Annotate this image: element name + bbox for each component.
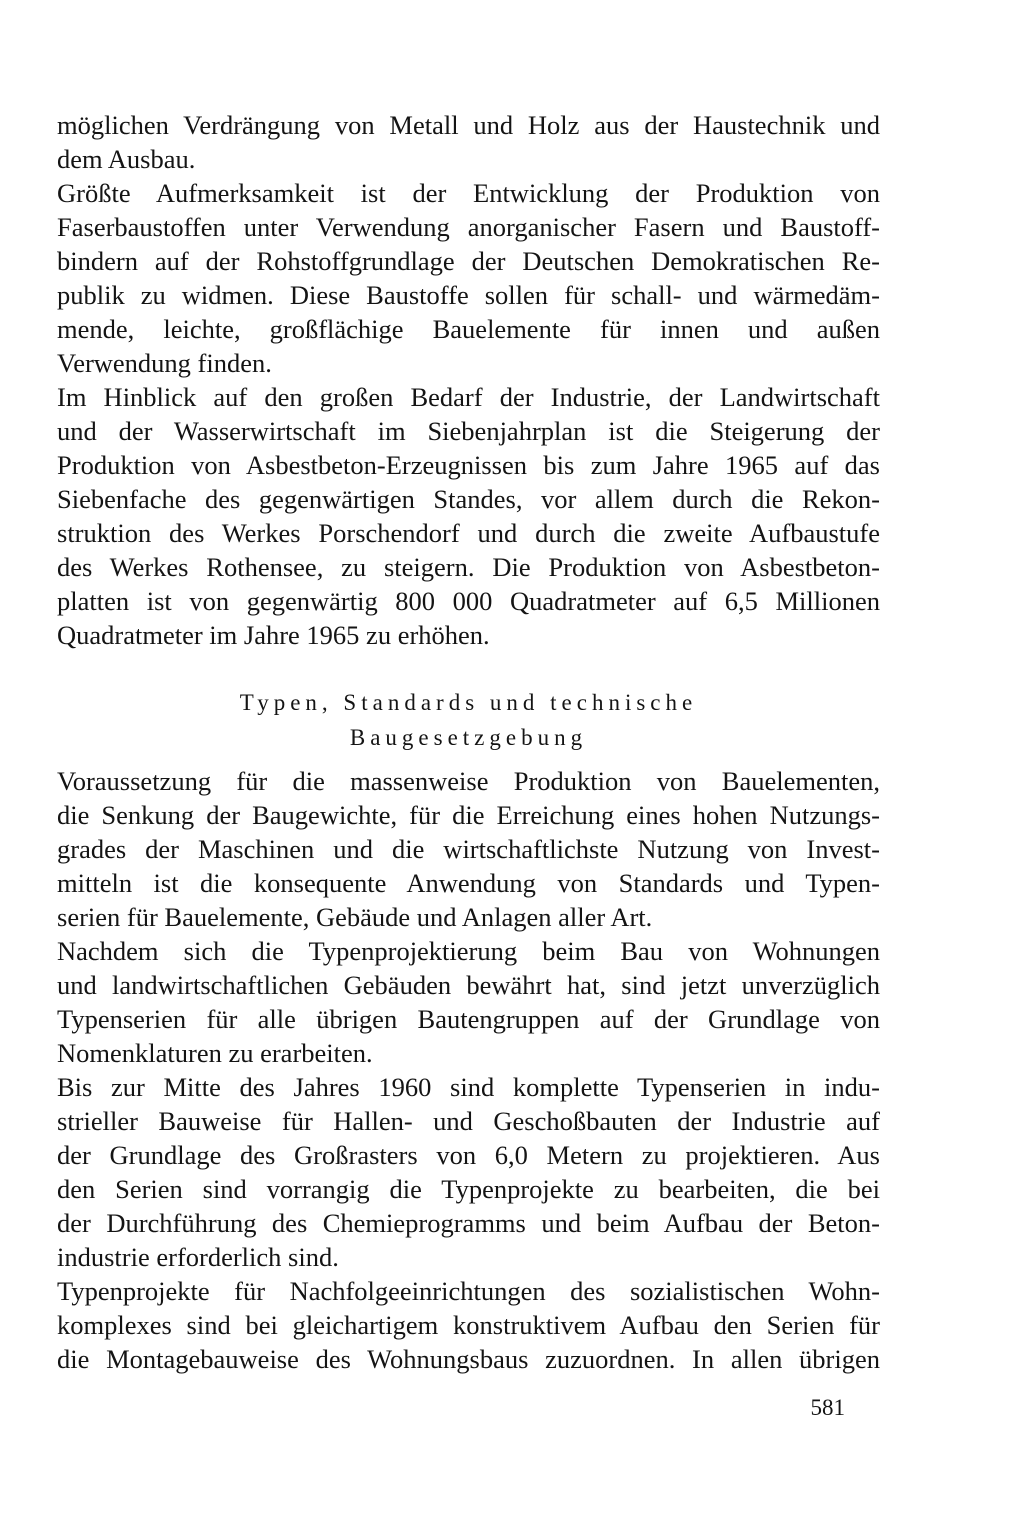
text-line: Siebenfache des gegenwärtigen Standes, vor allem durch die Rekon-	[57, 484, 880, 514]
text-line: und landwirtschaftlichen Gebäuden bewährt hat, sind jetzt unverzüglich	[57, 970, 880, 1000]
text-line: und der Wasserwirtschaft im Siebenjahrplan ist die Steigerung der	[57, 416, 880, 446]
text-line: der Grundlage des Großrasters von 6,0 Metern zu projektieren. Aus	[57, 1140, 880, 1170]
page-number: 581	[810, 1395, 845, 1420]
text-line: Nomenklaturen zu erarbeiten.	[57, 1038, 373, 1068]
text-line: publik zu widmen. Diese Baustoffe sollen für schall- und wärmedäm-	[57, 280, 880, 310]
text-line: industrie erforderlich sind.	[57, 1242, 339, 1272]
text-line: Quadratmeter im Jahre 1965 zu erhöhen.	[57, 620, 490, 650]
text-line: Größte Aufmerksamkeit ist der Entwicklung der Produktion von	[57, 178, 880, 208]
text-line: dem Ausbau.	[57, 144, 196, 174]
text-line: serien für Bauelemente, Gebäude und Anlagen aller Art.	[57, 902, 653, 932]
text-line: mende, leichte, großflächige Bauelemente für innen und außen	[57, 314, 880, 344]
section-heading-continued: Baugesetzgebung	[349, 725, 588, 750]
text-line: der Durchführung des Chemieprogramms und beim Aufbau der Beton-	[57, 1208, 880, 1238]
document-page	[57, 0, 880, 1536]
text-line: möglichen Verdrängung von Metall und Holz aus der Haustechnik und	[57, 110, 880, 140]
text-line: Produktion von Asbestbeton-Erzeugnissen bis zum Jahre 1965 auf das	[57, 450, 880, 480]
text-line: Bis zur Mitte des Jahres 1960 sind komplette Typenserien in indu-	[57, 1072, 880, 1102]
text-line: des Werkes Rothensee, zu steigern. Die Produktion von Asbestbeton-	[57, 552, 880, 582]
section-heading: Typen, Standards und technische	[239, 690, 698, 715]
text-line: die Montagebauweise des Wohnungsbaus zuzuordnen. In allen übrigen	[57, 1344, 880, 1374]
text-line: den Serien sind vorrangig die Typenprojekte zu bearbeiten, die bei	[57, 1174, 880, 1204]
text-line: Verwendung finden.	[57, 348, 272, 378]
text-line: die Senkung der Baugewichte, für die Erreichung eines hohen Nutzungs-	[57, 800, 880, 830]
text-line: mitteln ist die konsequente Anwendung von Standards und Typen-	[57, 868, 880, 898]
text-line: struktion des Werkes Porschendorf und durch die zweite Aufbaustufe	[57, 518, 880, 548]
text-line: Faserbaustoffen unter Verwendung anorganischer Fasern und Baustoff-	[57, 212, 880, 242]
text-line: komplexes sind bei gleichartigem konstruktivem Aufbau den Serien für	[57, 1310, 880, 1340]
text-line: grades der Maschinen und die wirtschaftlichste Nutzung von Invest-	[57, 834, 880, 864]
text-line: Im Hinblick auf den großen Bedarf der Industrie, der Landwirtschaft	[57, 382, 880, 412]
text-line: Nachdem sich die Typenprojektierung beim Bau von Wohnungen	[57, 936, 880, 966]
text-line: platten ist von gegenwärtig 800 000 Quadratmeter auf 6,5 Millionen	[57, 586, 880, 616]
text-line: Typenserien für alle übrigen Bautengruppen auf der Grundlage von	[57, 1004, 880, 1034]
text-line: strieller Bauweise für Hallen- und Geschoßbauten der Industrie auf	[57, 1106, 880, 1136]
text-line: bindern auf der Rohstoffgrundlage der Deutschen Demokratischen Re-	[57, 246, 880, 276]
text-line: Typenprojekte für Nachfolgeeinrichtungen des sozialistischen Wohn-	[57, 1276, 880, 1306]
text-line: Voraussetzung für die massenweise Produktion von Bauelementen,	[57, 766, 880, 796]
